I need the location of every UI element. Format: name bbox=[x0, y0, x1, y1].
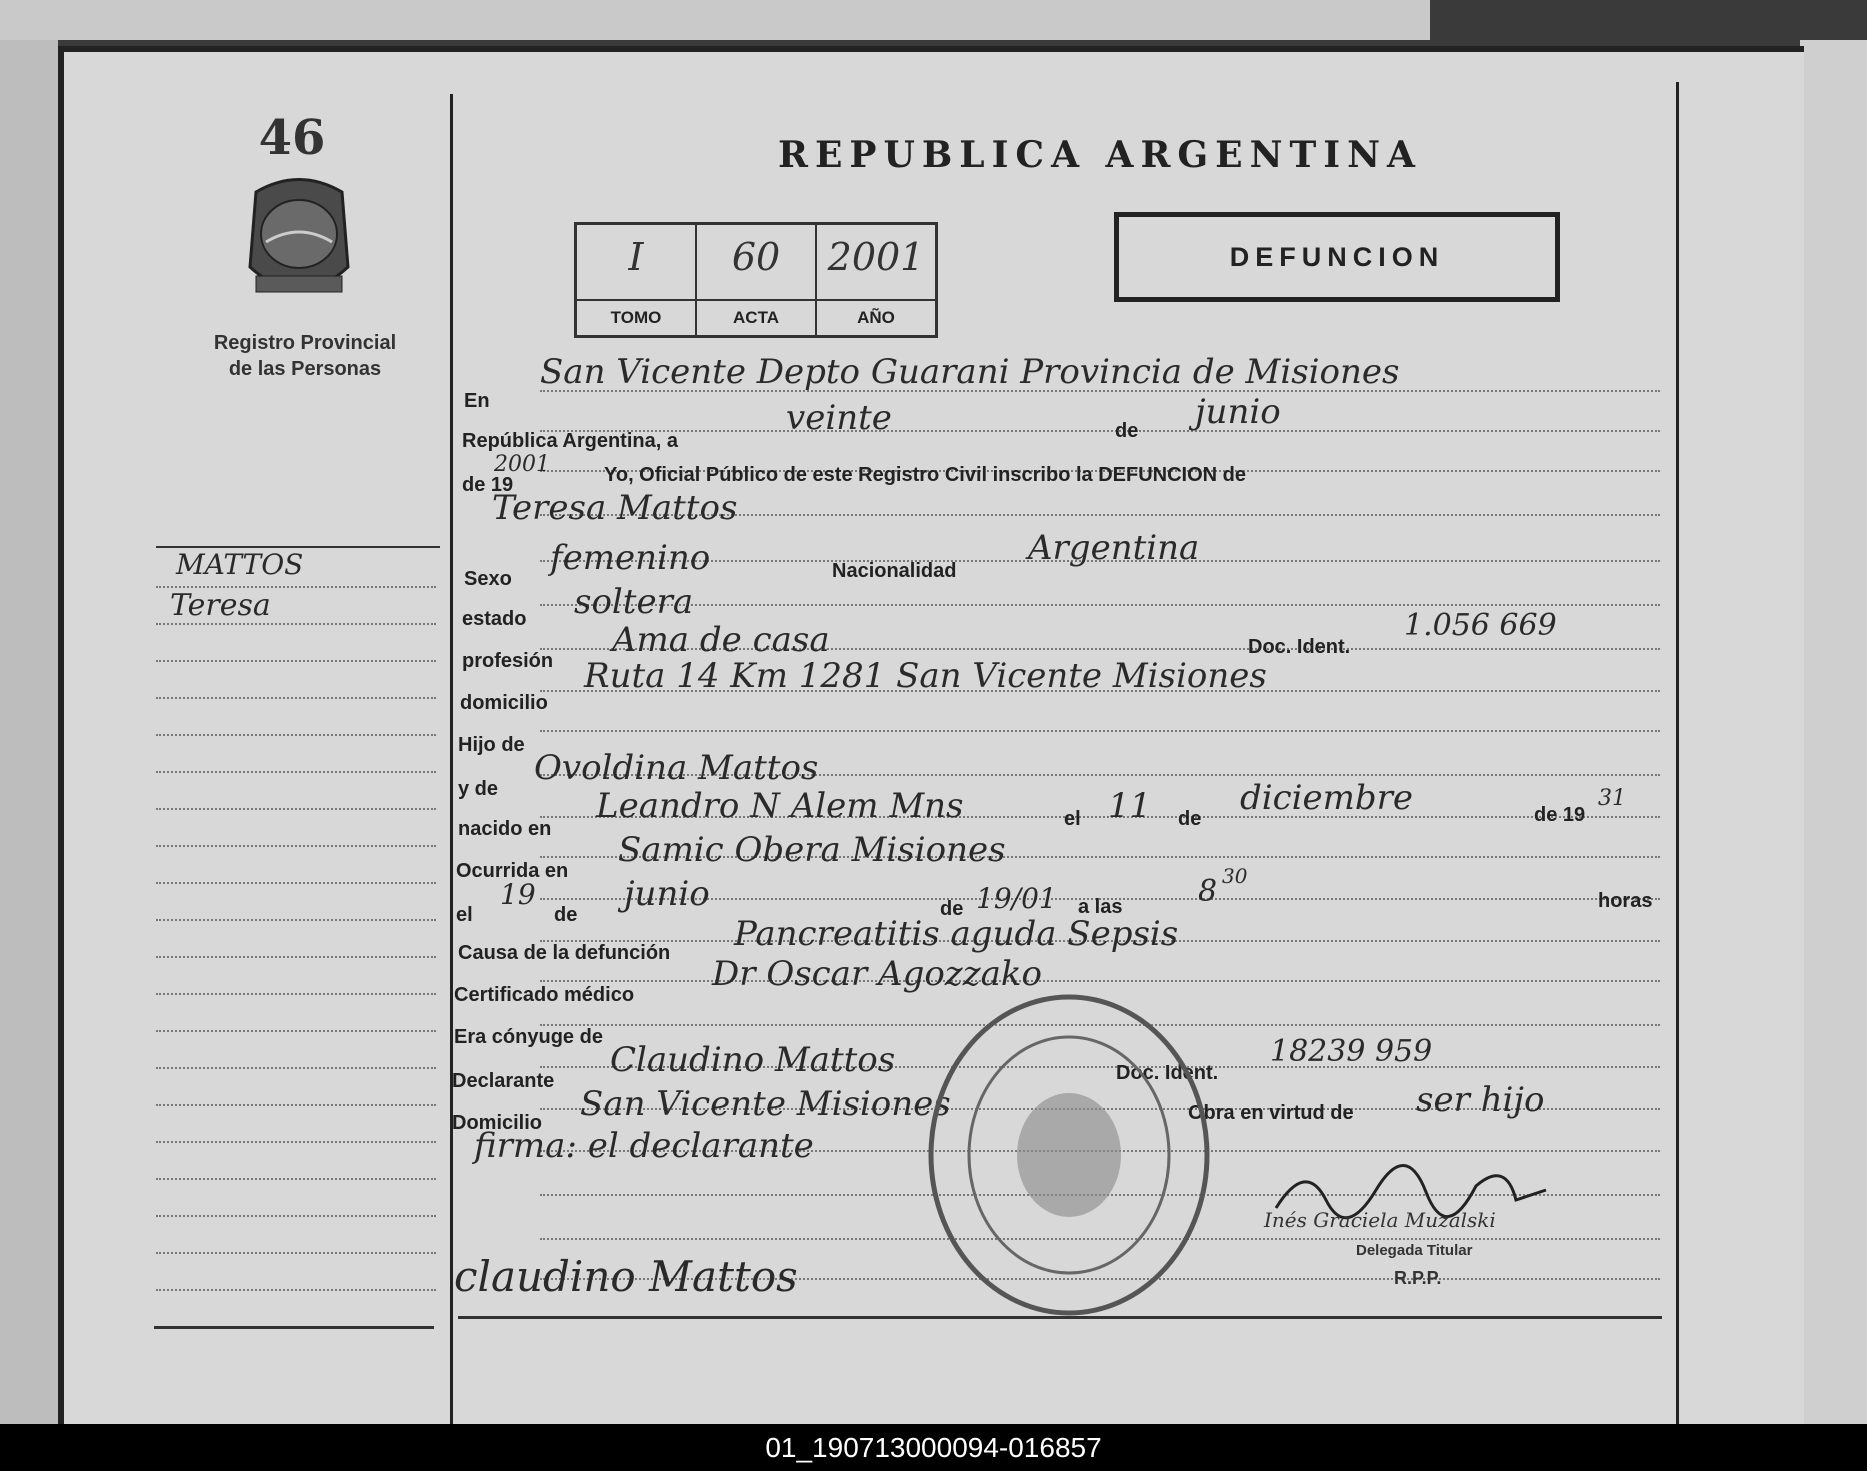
sexo-value: femenino bbox=[550, 538, 711, 578]
profesion-value: Ama de casa bbox=[612, 620, 830, 660]
horas-label: horas bbox=[1598, 890, 1653, 912]
index-ruled-line bbox=[156, 623, 436, 625]
yo-label: Yo, Oficial Público de este Registro Civil inscribo la DEFUNCION de bbox=[604, 464, 1246, 486]
top-scan-margin bbox=[0, 0, 1430, 40]
ano-value: 2001 bbox=[827, 235, 925, 279]
volume-table bbox=[574, 222, 938, 338]
domicilio2-value: San Vicente Misiones bbox=[580, 1084, 951, 1124]
form-ruled-line bbox=[540, 980, 1660, 982]
index-ruled-line bbox=[156, 1215, 436, 1217]
index-ruled-line bbox=[156, 808, 436, 810]
certificado-value: Dr Oscar Agozzako bbox=[712, 954, 1042, 994]
index-bottom-rule bbox=[154, 1326, 434, 1329]
index-ruled-line bbox=[156, 1030, 436, 1032]
page-title: REPUBLICA ARGENTINA bbox=[778, 134, 1422, 176]
index-ruled-line bbox=[156, 919, 436, 921]
acta-cell bbox=[697, 225, 817, 335]
sexo-label: Sexo bbox=[464, 568, 512, 590]
doc-ident2-label: Doc. Ident. bbox=[1116, 1062, 1219, 1084]
official-title: Delegada Titular bbox=[1356, 1242, 1473, 1259]
declarant-signature: claudino Mattos bbox=[454, 1252, 798, 1301]
birth-year: 31 bbox=[1598, 786, 1626, 811]
index-ruled-line bbox=[156, 1178, 436, 1180]
official-stamp bbox=[924, 990, 1214, 1325]
deceased-name: Teresa Mattos bbox=[492, 488, 738, 528]
right-page-edge bbox=[1800, 40, 1867, 1430]
official-name: Inés Graciela Muzalski bbox=[1264, 1208, 1496, 1232]
birth-month: diciembre bbox=[1240, 778, 1414, 818]
declarante-label: Declarante bbox=[452, 1070, 555, 1092]
death-month: junio bbox=[624, 874, 710, 914]
death-year: 19/01 bbox=[976, 882, 1057, 915]
index-ruled-line bbox=[156, 1252, 436, 1254]
ocurrida-value: Samic Obera Misiones bbox=[618, 830, 1006, 870]
index-ruled-line bbox=[156, 660, 436, 662]
folio-number: 46 bbox=[258, 110, 326, 166]
domicilio-label: domicilio bbox=[460, 692, 548, 714]
form-ruled-line bbox=[540, 730, 1660, 732]
death-day: 19 bbox=[500, 878, 536, 911]
hijo-label: Hijo de bbox=[458, 734, 525, 756]
de3-label: de bbox=[940, 898, 964, 920]
ano-label: AÑO bbox=[817, 299, 935, 335]
nacido-label: nacido en bbox=[458, 818, 552, 840]
official-org: R.P.P. bbox=[1394, 1268, 1442, 1288]
death-minutes: 30 bbox=[1222, 864, 1248, 888]
obra-value: ser hijo bbox=[1416, 1080, 1545, 1120]
form-ruled-line bbox=[540, 604, 1660, 606]
y-de-label: y de bbox=[458, 778, 499, 800]
certificado-label: Certificado médico bbox=[454, 984, 635, 1006]
ano-cell bbox=[817, 225, 935, 335]
en-value: San Vicente Depto Guarani Provincia de Misiones bbox=[540, 352, 1400, 392]
profesion-label: profesión bbox=[462, 650, 554, 672]
el2-label: el bbox=[456, 904, 473, 926]
de2-label: de bbox=[554, 904, 578, 926]
birth-day: 11 bbox=[1108, 786, 1152, 826]
estado-label: estado bbox=[462, 608, 527, 630]
index-ruled-line bbox=[156, 956, 436, 958]
nacionalidad-label: Nacionalidad bbox=[832, 560, 957, 582]
doc-ident2-value: 18239 959 bbox=[1270, 1034, 1433, 1069]
provincial-seal bbox=[236, 172, 362, 311]
causa-value: Pancreatitis aguda Sepsis bbox=[734, 914, 1179, 954]
right-border bbox=[1676, 82, 1679, 1424]
nacionalidad-value: Argentina bbox=[1028, 528, 1200, 568]
republica-label: República Argentina, a bbox=[462, 430, 678, 452]
sidebar-divider bbox=[450, 94, 453, 1424]
doc-ident-label: Doc. Ident. bbox=[1248, 636, 1351, 658]
death-hour: 8 bbox=[1198, 874, 1218, 909]
de19-label: de 19 bbox=[462, 474, 514, 496]
scan-id-footer: 01_190713000094-016857 bbox=[0, 1424, 1867, 1471]
alas-label: a las bbox=[1078, 896, 1123, 918]
index-ruled-line bbox=[156, 1289, 436, 1291]
acta-label: ACTA bbox=[697, 299, 815, 335]
en-label: En bbox=[464, 390, 490, 412]
registro-caption: Registro Provincial de las Personas bbox=[213, 332, 397, 380]
index-ruled-line bbox=[156, 1104, 436, 1106]
form-ruled-line bbox=[540, 430, 1660, 432]
firma-note: firma: el declarante bbox=[474, 1126, 814, 1166]
month-value: junio bbox=[1195, 392, 1281, 432]
de-birth-label: de bbox=[1178, 808, 1202, 830]
obra-label: Obra en virtud de bbox=[1188, 1102, 1354, 1124]
acta-value: 60 bbox=[731, 235, 781, 279]
left-scan-margin bbox=[0, 40, 58, 1430]
index-surname: MATTOS bbox=[176, 548, 304, 581]
tomo-label: TOMO bbox=[577, 299, 695, 335]
domicilio-value: Ruta 14 Km 1281 San Vicente Misiones bbox=[584, 656, 1267, 696]
index-ruled-line bbox=[156, 586, 436, 588]
index-ruled-line bbox=[156, 1067, 436, 1069]
el-label: el bbox=[1064, 808, 1081, 830]
de-label: de bbox=[1115, 420, 1139, 442]
estado-value: soltera bbox=[574, 582, 694, 622]
nacido-value: Leandro N Alem Mns bbox=[596, 786, 964, 826]
index-ruled-line bbox=[156, 1141, 436, 1143]
index-ruled-line bbox=[156, 993, 436, 995]
day-value: veinte bbox=[786, 398, 892, 438]
doc-ident-value: 1.056 669 bbox=[1404, 608, 1557, 643]
index-ruled-line bbox=[156, 734, 436, 736]
ocurrida-label: Ocurrida en bbox=[456, 860, 569, 882]
domicilio2-label: Domicilio bbox=[452, 1112, 543, 1134]
conyuge-label: Era cónyuge de bbox=[454, 1026, 603, 1048]
tomo-value: I bbox=[628, 235, 644, 279]
causa-label: Causa de la defunción bbox=[458, 942, 671, 964]
index-ruled-line bbox=[156, 771, 436, 773]
year-value: 2001 bbox=[494, 452, 550, 477]
form-bottom-rule bbox=[458, 1316, 1662, 1319]
index-ruled-line bbox=[156, 697, 436, 699]
declarante-value: Claudino Mattos bbox=[610, 1040, 896, 1080]
tomo-cell bbox=[577, 225, 697, 335]
index-ruled-line bbox=[156, 882, 436, 884]
index-given-name: Teresa bbox=[170, 588, 271, 623]
index-ruled-line bbox=[156, 845, 436, 847]
madre-value: Ovoldina Mattos bbox=[534, 748, 819, 788]
de1931-label: de 19 bbox=[1534, 804, 1586, 826]
record-type-box: DEFUNCION bbox=[1114, 212, 1560, 302]
